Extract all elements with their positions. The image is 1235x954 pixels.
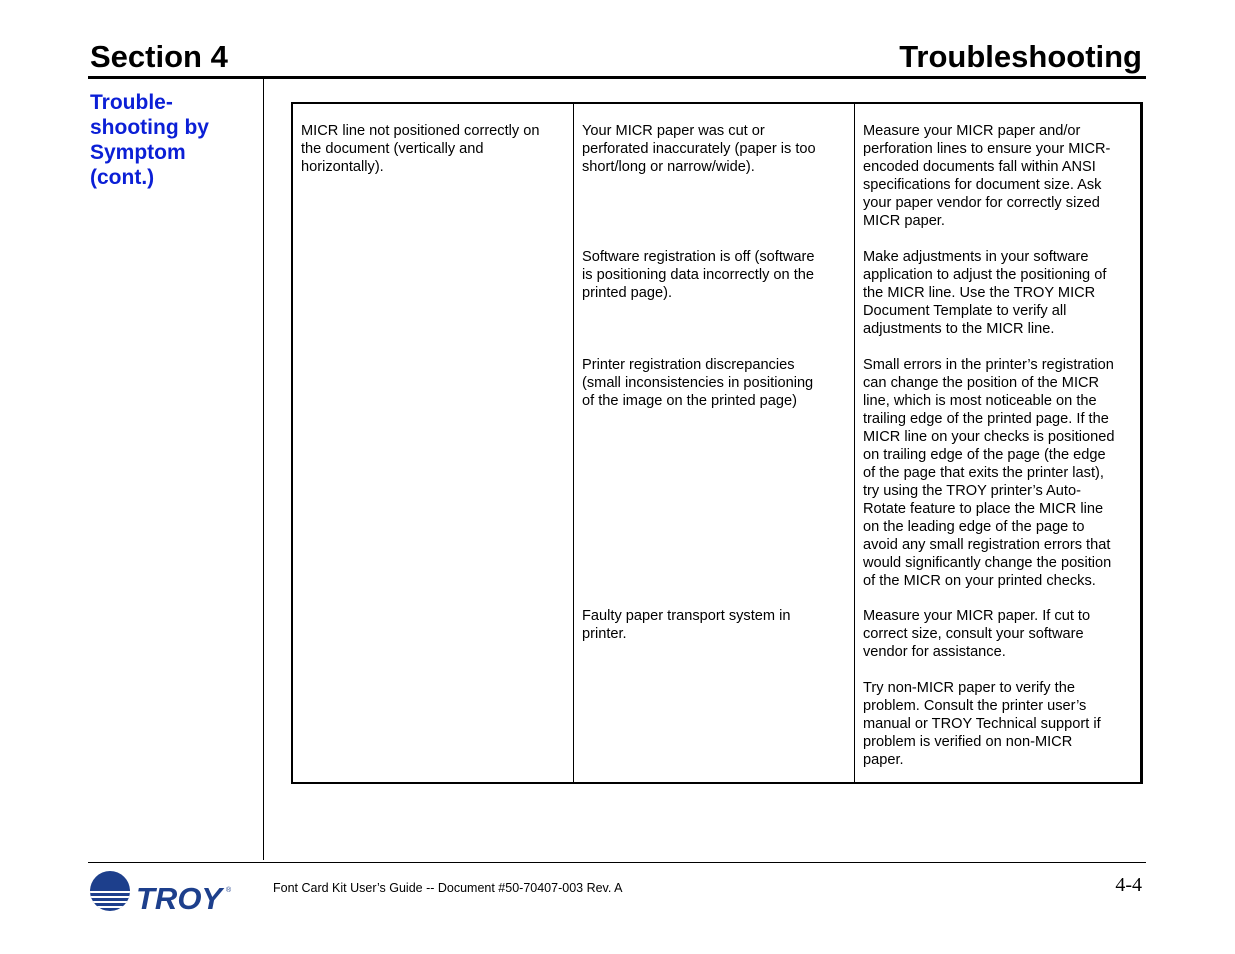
globe-icon (90, 871, 130, 911)
solution-cell: Try non-MICR paper to verify the problem. Consult the printer user’s manual or TROY Technical support if problem is verified on non-MICR paper. (863, 680, 1101, 768)
troubleshooting-table (291, 102, 1143, 784)
cause-cell: Printer registration discrepancies (small inconsistencies in positioning of the image on the printed page) (582, 357, 814, 409)
sidebar-heading-line: Symptom (90, 141, 186, 164)
sidebar-heading-line: shooting by (90, 116, 209, 139)
document-reference: Font Card Kit User’s Guide -- Document #50-70407-003 Rev. A (273, 881, 623, 895)
solution-cell: Make adjustments in your software application to adjust the positioning of the MICR line. Use the TROY MICR Document Template to verify all adjustments to the MICR line. (863, 249, 1107, 337)
page-number: 4-4 (1115, 874, 1142, 896)
symptom-cell: MICR line not positioned correctly on the document (vertically and horizontally). (301, 123, 540, 175)
solution-cell: Measure your MICR paper and/or perforation lines to ensure your MICR- encoded documents fall within ANSI specifications for document size. Ask your paper vendor for correctly sized MICR paper. (863, 123, 1111, 229)
symptom-column (293, 104, 574, 782)
cause-cell: Your MICR paper was cut or perforated inaccurately (paper is too short/long or narrow/wide). (582, 123, 816, 175)
solution-cell: Small errors in the printer’s registration can change the position of the MICR line, which is most noticeable on the trailing edge of the printed page. If the MICR line on your checks is positioned on trailing edge of the page (the edge of the page that exits the printer last), try using the TROY printer’s Auto- Rotate feature to place the MICR line on the leading edge of the page to avoid any small registration errors that would significantly change the position of the MICR on your printed checks. (863, 357, 1115, 589)
sidebar-heading (90, 90, 250, 190)
solution-cell: Measure your MICR paper. If cut to correct size, consult your software vendor for assistance. (863, 608, 1091, 660)
troy-logo-mark (90, 868, 240, 914)
troy-logo (90, 868, 240, 914)
logo-wordmark: TROY (136, 881, 223, 914)
cause-cell: Faulty paper transport system in printer. (582, 608, 791, 642)
cause-column (574, 104, 855, 782)
registered-mark: ® (226, 887, 232, 894)
footer-divider (88, 862, 1146, 863)
sidebar-divider (263, 79, 264, 860)
sidebar-heading-line: (cont.) (90, 166, 155, 189)
solution-column (855, 104, 1140, 782)
section-title: Troubleshooting (899, 39, 1142, 74)
sidebar-heading-line: Trouble- (90, 91, 173, 114)
cause-cell: Software registration is off (software is positioning data incorrectly on the printed page). (582, 249, 815, 301)
section-number: Section 4 (90, 39, 228, 74)
page-header (88, 38, 1146, 79)
